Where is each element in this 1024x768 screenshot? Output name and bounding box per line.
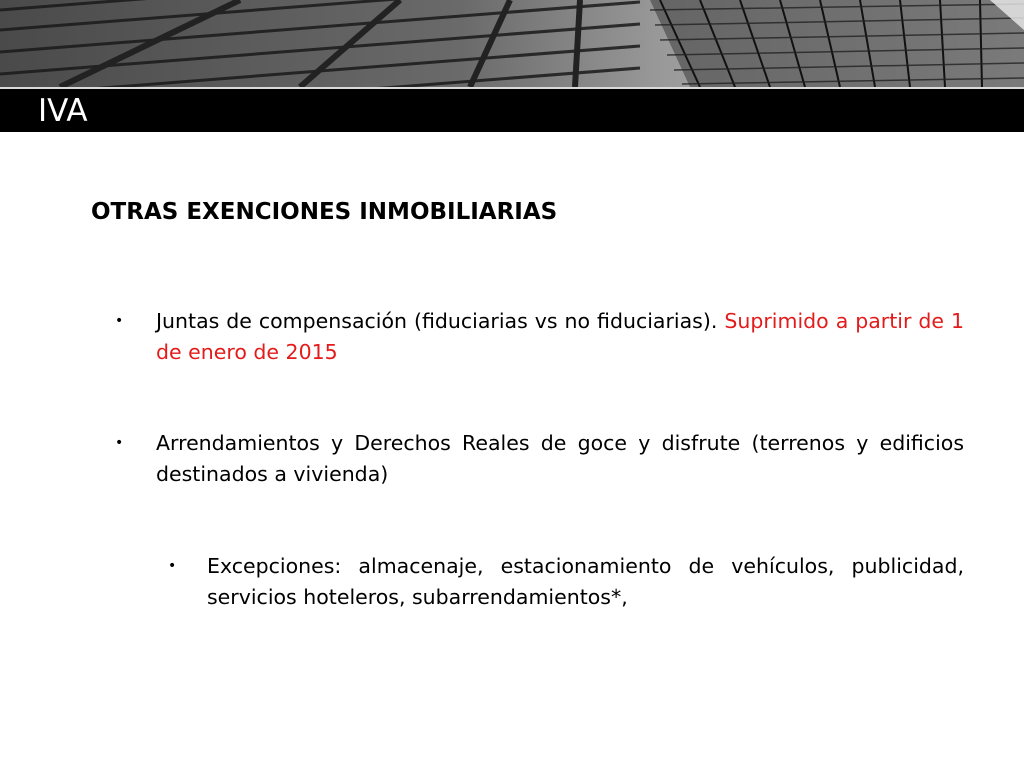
bullet-item — [115, 306, 964, 368]
header-image — [0, 0, 1024, 87]
bullet-text: Excepciones: almacenaje, estacionamiento de vehículos, publicidad, servicios hoteleros, subarrendamientos*, — [207, 554, 964, 609]
building-facade-image — [0, 0, 1024, 87]
bullet-text: Juntas de compensación (fiduciarias vs no fiduciarias). — [156, 309, 718, 333]
bullet-marker: • — [115, 313, 124, 329]
bullet-marker: • — [168, 558, 177, 574]
bullet-item — [115, 428, 964, 490]
bullet-highlight: Suprimido a partir de 1 de enero de 2015 — [156, 309, 964, 364]
sub-bullet-item — [168, 551, 964, 613]
title-bar — [0, 89, 1024, 132]
slide-title: IVA — [38, 93, 88, 129]
bullet-marker: • — [115, 435, 124, 451]
bullet-text: Arrendamientos y Derechos Reales de goce y disfrute (terrenos y edificios destinados a vivienda) — [156, 431, 964, 486]
section-heading: OTRAS EXENCIONES INMOBILIARIAS — [91, 199, 558, 225]
